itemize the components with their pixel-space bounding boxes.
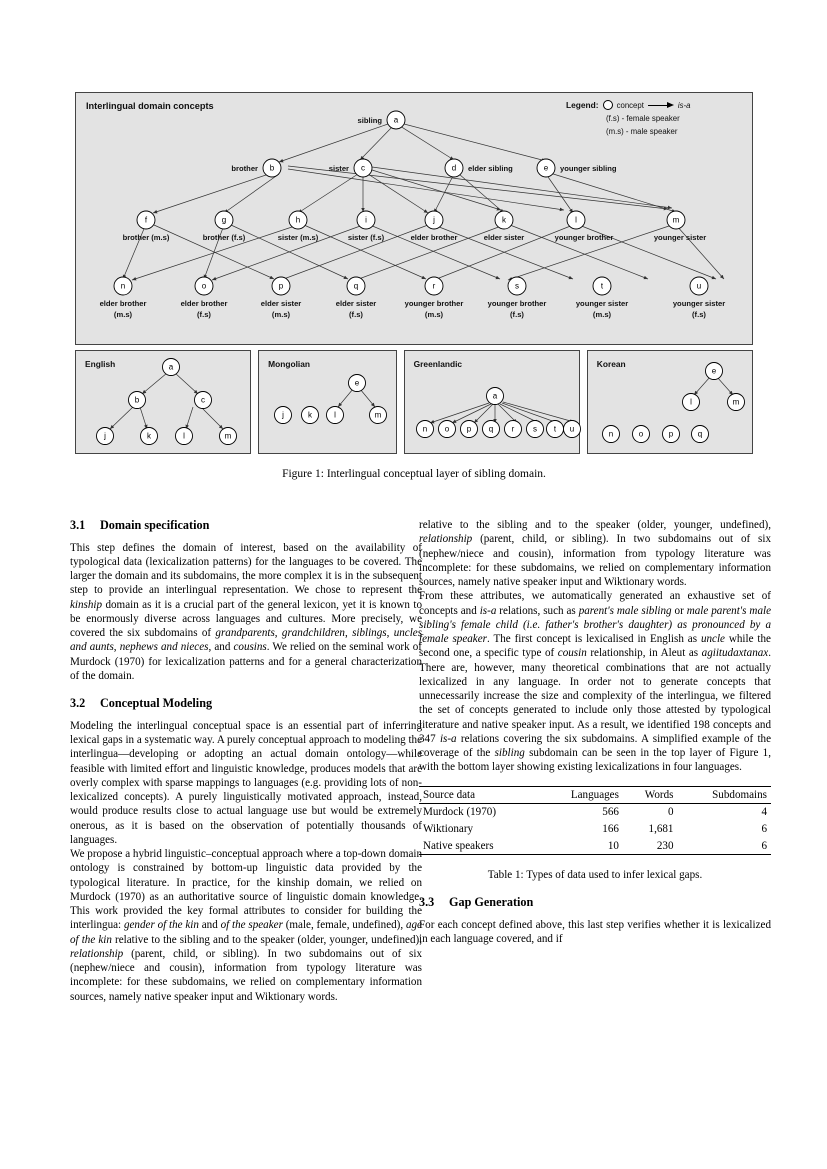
text-run: , xyxy=(113,641,120,654)
graph-node-h xyxy=(289,211,307,229)
text-run-italic: cousin xyxy=(557,647,587,660)
mongolian-node-e xyxy=(349,375,366,392)
svg-text:n: n xyxy=(422,424,427,434)
greenlandic-node-q xyxy=(482,421,499,438)
interlingual-concepts-panel xyxy=(75,92,753,345)
cell-words: 230 xyxy=(623,837,678,854)
table-header-languages: Languages xyxy=(540,786,623,804)
node-label-p-line2: (m.s) xyxy=(271,310,291,319)
svg-text:f: f xyxy=(144,215,148,225)
node-label-f: brother (m.s) xyxy=(122,233,170,242)
text-run: This step defines the domain of interest, based on the availability of typological data (lexicalization patterns) for the languages to be covered. The larger the domain and its subdomains, the more complex it is in the subsequent step to provide an interlingual representation. We chose to represent the xyxy=(70,541,422,597)
text-run: (parent, child, or sibling). In two subdomains out of six (nephew/niece and cousin), information from typology literature was incomplete: for these subdomains, we relied on complementary information sources, namely native speaker input and Wiktionary words. xyxy=(70,947,422,1003)
text-run: (male, female, undefined), xyxy=(282,919,406,932)
svg-text:e: e xyxy=(711,366,717,376)
figure-1 xyxy=(75,92,753,454)
panel-title-greenlandic: Greenlandic xyxy=(413,359,463,369)
korean-node-m xyxy=(727,394,744,411)
heading-3-2 xyxy=(70,696,422,712)
left-column xyxy=(70,518,422,1103)
right-column xyxy=(419,518,771,946)
svg-text:a: a xyxy=(393,115,399,125)
graph-node-g xyxy=(215,211,233,229)
svg-text:h: h xyxy=(295,215,301,225)
greenlandic-node-a xyxy=(486,388,503,405)
greenlandic-node-p xyxy=(460,421,477,438)
svg-text:j: j xyxy=(433,215,435,225)
graph-node-d xyxy=(445,159,463,177)
table-header-subdomains: Subdomains xyxy=(677,786,771,804)
table-header-row xyxy=(419,786,771,804)
svg-text:m: m xyxy=(732,397,740,407)
svg-text:j: j xyxy=(282,410,285,420)
cell-subdomains: 6 xyxy=(677,837,771,854)
svg-text:k: k xyxy=(308,410,313,420)
english-node-j xyxy=(97,428,114,445)
svg-text:o: o xyxy=(638,429,644,439)
node-label-e: younger sibling xyxy=(560,164,617,173)
table-1-wrapper xyxy=(419,786,771,883)
graph-node-n xyxy=(114,277,132,295)
node-label-t-line1: younger sister xyxy=(575,299,629,308)
text-run-italic: grandparents xyxy=(215,627,275,640)
heading-3-3-title: Gap Generation xyxy=(449,895,534,910)
text-run-italic: age of the kin xyxy=(70,919,422,946)
node-label-r-line1: younger brother xyxy=(404,299,464,308)
svg-text:u: u xyxy=(696,281,702,291)
text-run-italic: male parent's male sibling's female child (i.e. father's brother's daughter) as pronounced by a female speaker xyxy=(419,604,771,645)
english-tree xyxy=(76,351,254,453)
heading-3-1 xyxy=(70,518,422,534)
text-run: . There are, however, many theoretical combinations that are not actually lexicalized in any language. In order not to generate concepts that unnecessarily increase the size and complexity of the interlingua, we filtered the set of concepts generated to include only those attested by typological literature and native speaker input. As a result, we identified 198 concepts and 347 xyxy=(419,647,771,745)
english-node-k xyxy=(141,428,158,445)
node-label-s-line2: (f.s) xyxy=(510,310,524,319)
paragraph-3-2-a: Modeling the interlingual conceptual space is an essential part of inferring lexical gaps in a systematic way. A purely conceptual approach to modeling the interlingua—developing or adopting an actual domain ontology—while feasible with limited effort and linguistic knowledge, produces models that are overly complex with sparse mappings to languages (e.g. providing lots of non-lexicalized concepts). A purely linguistically motivated approach, instead, would produce results close to actual language use but would be extremely onerous, as it is based on the observation of potentially thousands of languages. xyxy=(70,719,422,846)
node-label-n-line2: (m.s) xyxy=(113,310,133,319)
table-header-words: Words xyxy=(623,786,678,804)
svg-text:j: j xyxy=(104,431,106,441)
text-run: , xyxy=(386,627,394,640)
text-run: . The first concept is lexicalised in English as xyxy=(486,633,701,645)
text-run: or xyxy=(671,604,687,617)
text-run-italic: nephews and nieces xyxy=(119,641,209,654)
cell-subdomains: 6 xyxy=(761,822,767,835)
svg-text:l: l xyxy=(183,431,185,441)
node-label-k: elder sister xyxy=(483,233,525,242)
paragraph-3-2-c xyxy=(419,589,771,774)
legend-isa-text: is-a xyxy=(677,100,691,110)
text-run: relations covering the six subdomains. A simplified example of the coverage of the xyxy=(419,732,772,759)
svg-text:o: o xyxy=(201,281,207,291)
node-label-u-line1: younger sister xyxy=(672,299,726,308)
legend-male-speaker: (m.s) - male speaker xyxy=(606,127,678,136)
text-run-italic: relationship xyxy=(70,947,124,960)
panel-title-english: English xyxy=(85,359,116,369)
svg-text:e: e xyxy=(543,163,549,173)
greenlandic-tree xyxy=(405,351,583,453)
table-header-source: Source data xyxy=(419,786,540,804)
graph-node-m xyxy=(667,211,685,229)
english-node-b xyxy=(129,392,146,409)
text-run: and xyxy=(198,919,221,932)
panel-greenlandic xyxy=(404,350,580,454)
svg-text:u: u xyxy=(569,424,574,434)
cell-languages: 566 xyxy=(602,806,619,819)
svg-text:r: r xyxy=(432,281,436,291)
node-label-s-line1: younger brother xyxy=(487,299,547,308)
svg-text:s: s xyxy=(532,424,537,434)
graph-node-b xyxy=(263,159,281,177)
heading-3-3-number: 3.3 xyxy=(419,895,435,910)
node-label-o-line2: (f.s) xyxy=(197,310,211,319)
node-label-o-line1: elder brother xyxy=(180,299,228,308)
text-run: From these attributes, we automatically generated an exhaustive set of concepts and xyxy=(419,590,771,617)
graph-node-j xyxy=(425,211,443,229)
svg-text:l: l xyxy=(334,410,337,420)
node-label-b: brother xyxy=(231,164,258,173)
svg-text:p: p xyxy=(466,424,471,434)
svg-text:t: t xyxy=(553,424,556,434)
mongolian-tree xyxy=(259,351,399,453)
figure-panel-title: Interlingual domain concepts xyxy=(86,101,214,111)
graph-node-c xyxy=(354,159,372,177)
text-run: relations, such as xyxy=(496,604,579,617)
figure-caption: Figure 1: Interlingual conceptual layer of sibling domain. xyxy=(282,468,546,480)
table-1 xyxy=(419,786,771,856)
node-label-q-line2: (f.s) xyxy=(349,310,363,319)
graph-node-k xyxy=(495,211,513,229)
svg-text:n: n xyxy=(120,281,126,291)
greenlandic-node-r xyxy=(504,421,521,438)
node-label-l: younger brother xyxy=(554,233,614,242)
panel-english xyxy=(75,350,251,454)
text-run: (parent, child, or sibling). In two subdomains out of six (nephew/niece and cousin), information from typology literature was incomplete: for these subdomains, we relied on complementary information sources, namely native speaker input and Wiktionary words. xyxy=(419,533,771,588)
text-run-italic: sibling xyxy=(494,747,525,759)
graph-node-p xyxy=(272,277,290,295)
text-run: relative to the sibling and to the speaker (older, younger, undefined), xyxy=(419,519,771,531)
svg-text:q: q xyxy=(488,424,493,434)
svg-text:g: g xyxy=(221,215,227,225)
text-run-italic: is-a xyxy=(479,604,497,617)
text-run: subdomain can be seen in the top layer of Figure 1, with the bottom layer showing existing lexicalizations in four languages. xyxy=(419,747,771,774)
text-run-italic: agiitudaxtanax xyxy=(701,647,769,660)
node-label-j: elder brother xyxy=(410,233,458,242)
graph-node-r xyxy=(425,277,443,295)
node-label-p-line1: elder sister xyxy=(260,299,302,308)
node-label-h: sister (m.s) xyxy=(277,233,319,242)
mongolian-node-m xyxy=(370,407,387,424)
node-label-a: sibling xyxy=(357,116,382,125)
svg-text:q: q xyxy=(697,429,703,439)
node-label-t-line2: (m.s) xyxy=(592,310,612,319)
concept-graph xyxy=(76,93,754,346)
panel-title-mongolian: Mongolian xyxy=(268,359,310,369)
svg-text:m: m xyxy=(672,215,680,225)
text-run-italic: siblings xyxy=(352,627,387,640)
text-run: , xyxy=(344,627,353,640)
greenlandic-node-o xyxy=(438,421,455,438)
heading-3-1-title: Domain specification xyxy=(100,518,210,532)
graph-node-q xyxy=(347,277,365,295)
cell-source: Murdock (1970) xyxy=(423,806,497,819)
text-run-italic: parent's male sibling xyxy=(578,604,672,617)
cell-languages: 166 xyxy=(602,822,619,835)
graph-node-u xyxy=(690,277,708,295)
paragraph-3-2-b-cont xyxy=(419,518,771,589)
panel-mongolian xyxy=(258,350,397,454)
text-run: domain as it is a crucial part of the general lexicon, yet it is known to be enormously diverse across languages and cultures. More precisely, we covered the six subdomains of xyxy=(70,598,422,640)
korean-node-o xyxy=(632,426,649,443)
text-run-italic: is-a xyxy=(439,732,457,745)
korean-node-q xyxy=(691,426,708,443)
svg-text:c: c xyxy=(361,163,365,173)
graph-node-t xyxy=(593,277,611,295)
english-node-l xyxy=(176,428,193,445)
svg-text:b: b xyxy=(269,163,275,173)
english-node-m xyxy=(220,428,237,445)
legend-concept-text: concept xyxy=(616,100,644,110)
paragraph-3-3: For each concept defined above, this last step verifies whether it is lexicalized in each language covered, and if xyxy=(419,918,771,946)
table-row xyxy=(419,837,771,854)
table-row xyxy=(419,804,771,821)
svg-text:l: l xyxy=(689,397,692,407)
heading-3-2-title: Conceptual Modeling xyxy=(100,696,213,711)
text-run-italic: of the speaker xyxy=(220,919,283,932)
text-run-italic: cousins xyxy=(233,641,267,654)
text-run: relative to the sibling and to the speaker (older, younger, undefined), xyxy=(111,933,422,946)
node-label-d: elder sibling xyxy=(468,164,513,173)
table-row xyxy=(419,821,771,838)
svg-text:i: i xyxy=(365,215,367,225)
text-run-italic: gender of the kin xyxy=(123,919,199,932)
svg-text:b: b xyxy=(134,395,140,405)
graph-node-s xyxy=(508,277,526,295)
svg-text:d: d xyxy=(451,163,457,173)
svg-text:l: l xyxy=(575,215,577,225)
node-label-n-line1: elder brother xyxy=(99,299,147,308)
greenlandic-node-u xyxy=(563,421,580,438)
graph-node-l xyxy=(567,211,585,229)
node-label-c: sister xyxy=(328,164,349,173)
node-label-u-line2: (f.s) xyxy=(692,310,706,319)
legend-label: Legend: xyxy=(566,100,599,110)
cell-words: 0 xyxy=(667,806,674,819)
mongolian-node-j xyxy=(275,407,292,424)
paragraph-3-2-b xyxy=(70,847,422,1004)
greenlandic-node-n xyxy=(416,421,433,438)
text-run-italic: relationship xyxy=(419,533,473,546)
svg-text:p: p xyxy=(668,429,674,439)
cell-subdomains: 4 xyxy=(761,806,767,819)
greenlandic-node-s xyxy=(526,421,543,438)
graph-node-f xyxy=(137,211,155,229)
svg-text:m: m xyxy=(224,431,232,441)
node-label-q-line1: elder sister xyxy=(335,299,377,308)
korean-tree xyxy=(588,351,756,453)
node-label-r-line2: (m.s) xyxy=(424,310,444,319)
text-run-italic: grandchildren xyxy=(281,627,345,640)
greenlandic-node-t xyxy=(546,421,563,438)
svg-text:k: k xyxy=(147,431,151,441)
graph-node-o xyxy=(195,277,213,295)
language-panels xyxy=(75,350,753,454)
text-run: . We relied on the seminal work of Murdock (1970) for lexicalization patterns and for a general characterization of the domain. xyxy=(70,641,422,682)
graph-node-i xyxy=(357,211,375,229)
text-run: while the second one, a specific type of xyxy=(419,633,771,660)
svg-text:a: a xyxy=(492,391,497,401)
svg-text:q: q xyxy=(353,281,359,291)
svg-text:e: e xyxy=(354,378,360,388)
svg-text:c: c xyxy=(201,395,205,405)
cell-words: 1,681 xyxy=(648,822,674,835)
heading-3-3 xyxy=(419,895,771,911)
text-run-italic: uncle xyxy=(700,633,725,645)
svg-text:r: r xyxy=(511,424,514,434)
panel-korean xyxy=(587,350,753,454)
korean-node-n xyxy=(602,426,619,443)
cell-source: Wiktionary xyxy=(423,822,474,835)
cell-languages: 10 xyxy=(540,837,623,854)
korean-node-e xyxy=(705,363,722,380)
svg-text:n: n xyxy=(608,429,614,439)
korean-node-p xyxy=(662,426,679,443)
table-caption: Table 1: Types of data used to infer lexical gaps. xyxy=(487,869,703,881)
svg-text:o: o xyxy=(444,424,449,434)
graph-node-a xyxy=(387,111,405,129)
legend-female-speaker: (f.s) - female speaker xyxy=(606,114,680,123)
heading-3-2-number: 3.2 xyxy=(70,696,86,711)
text-run: , and xyxy=(208,641,234,654)
paragraph-3-1 xyxy=(70,541,422,684)
text-run-italic: kinship xyxy=(70,598,103,611)
english-node-a xyxy=(163,359,180,376)
svg-text:a: a xyxy=(168,362,174,372)
heading-3-1-number: 3.1 xyxy=(70,518,86,532)
node-label-m: younger sister xyxy=(653,233,707,242)
mongolian-node-l xyxy=(327,407,344,424)
svg-text:k: k xyxy=(502,215,506,225)
svg-text:s: s xyxy=(515,281,519,291)
text-run: relationship, in Aleut as xyxy=(586,647,702,660)
graph-node-e xyxy=(537,159,555,177)
english-node-c xyxy=(195,392,212,409)
svg-text:t: t xyxy=(600,281,604,291)
text-run-italic: uncles and aunts xyxy=(70,627,422,654)
panel-title-korean: Korean xyxy=(596,359,626,369)
svg-text:m: m xyxy=(374,410,382,420)
cell-source: Native speakers xyxy=(419,837,540,854)
mongolian-node-k xyxy=(302,407,319,424)
korean-node-l xyxy=(682,394,699,411)
svg-text:p: p xyxy=(278,281,284,291)
text-run: , xyxy=(274,627,282,640)
text-run: We propose a hybrid linguistic–conceptual approach where a top-down domain ontology is constrained by bottom-up linguistic data provided by the typological literature. In practice, for the kinship domain, we relied on Murdock (1970) as an authoritative source of linguistic domain knowledge. This work provided the key formal attributes to consider for building the interlingua: xyxy=(70,848,422,932)
node-label-g: brother (f.s) xyxy=(202,233,246,242)
node-label-i: sister (f.s) xyxy=(347,233,385,242)
